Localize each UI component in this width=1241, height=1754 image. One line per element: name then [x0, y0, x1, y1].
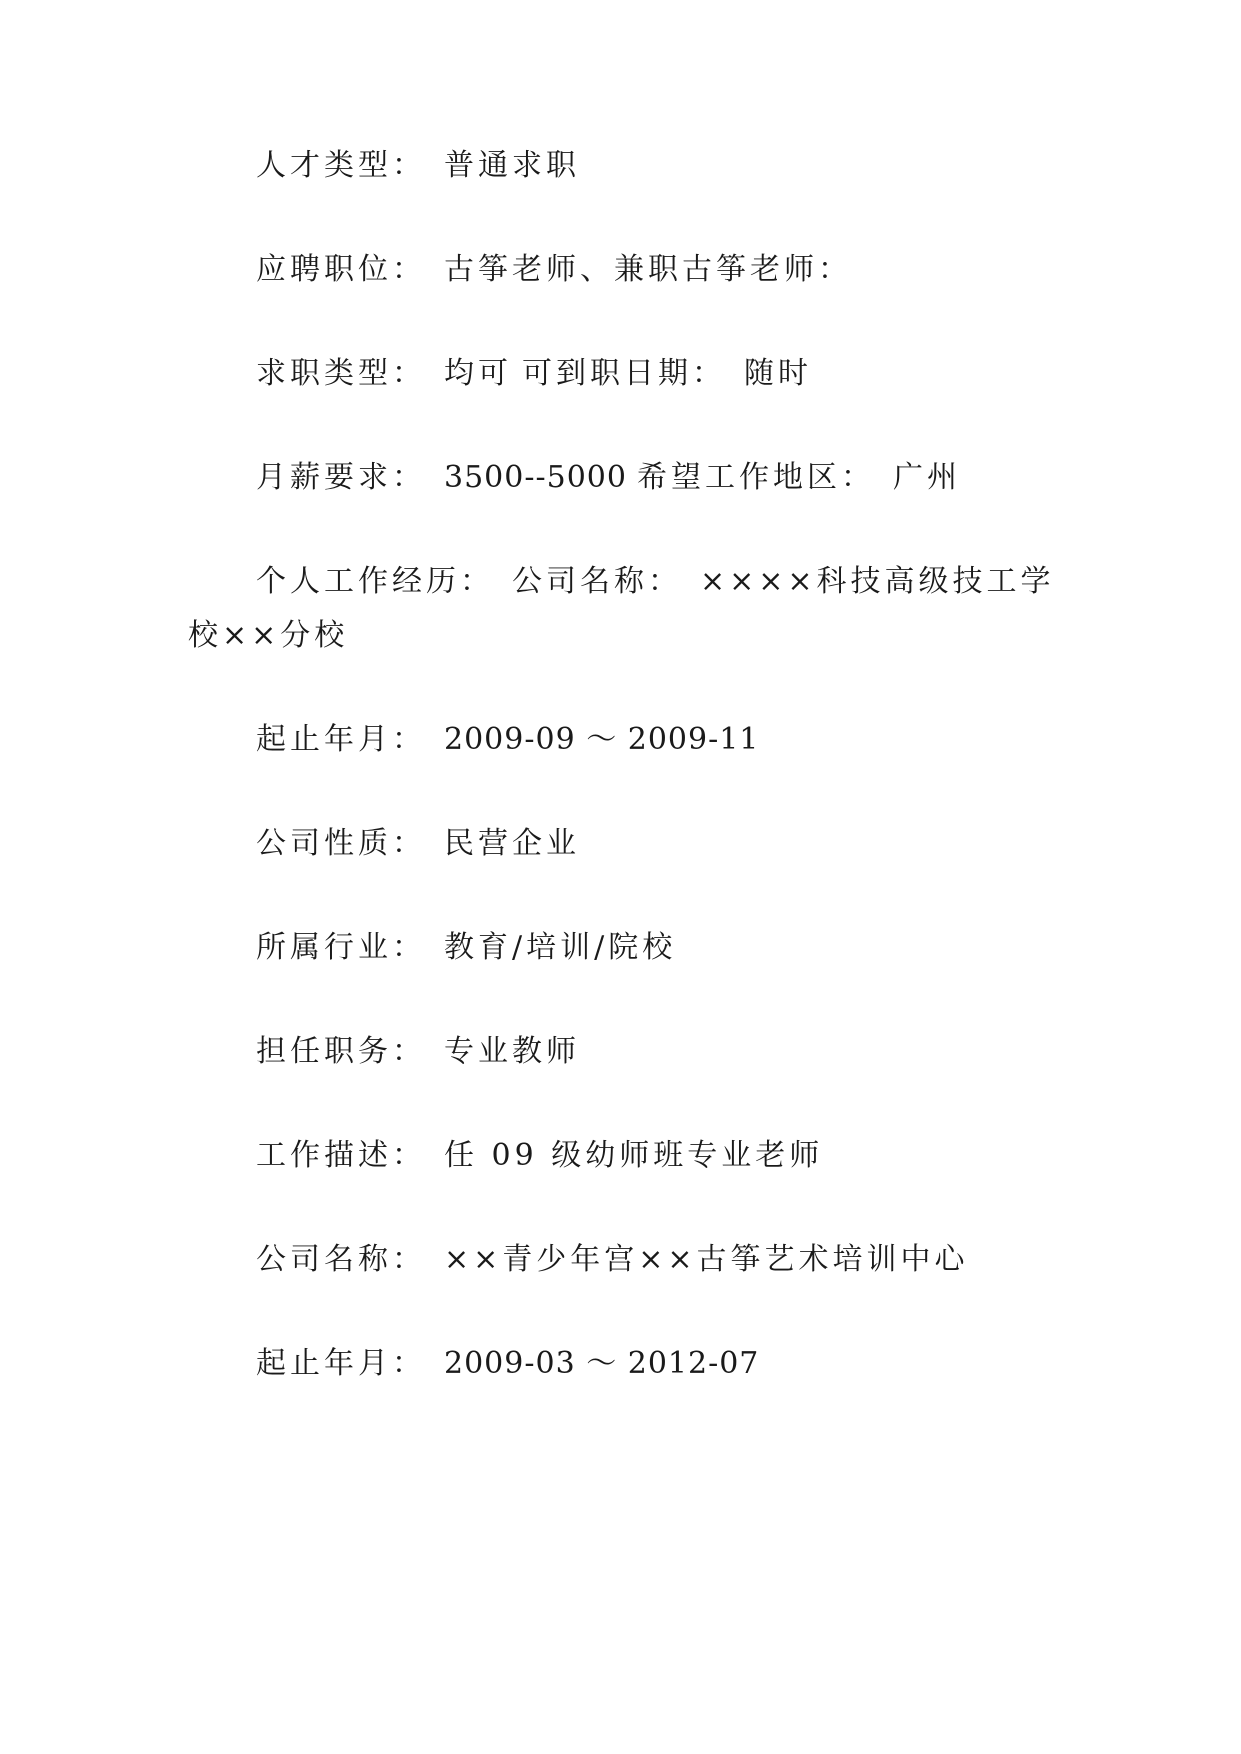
field-value-company: ××××科技高级技工学	[700, 564, 1055, 599]
field-value: 普通求职	[444, 148, 580, 183]
field-period-1	[256, 720, 759, 760]
field-label: 公司性质：	[256, 826, 426, 861]
field-job-title	[256, 1032, 580, 1072]
field-job-description	[256, 1136, 823, 1176]
field-label: 起止年月：	[256, 722, 426, 757]
field-value: 2009-03 ～ 2012-07	[444, 1346, 760, 1381]
field-value: 教育/培训/院校	[444, 930, 677, 965]
field-label-region: 希望工作地区：	[636, 460, 875, 495]
field-value: 专业教师	[444, 1034, 580, 1069]
field-value-continuation: 校××分校	[188, 618, 349, 653]
field-value: 古筝老师、兼职古筝老师：	[444, 252, 852, 287]
field-salary	[256, 458, 961, 498]
field-label-start-date: 可到职日期：	[522, 356, 726, 391]
field-value-region: 广州	[892, 460, 961, 495]
field-value: 3500--5000	[444, 460, 627, 495]
field-company-nature	[256, 824, 580, 864]
field-period-2	[256, 1344, 759, 1384]
field-label: 担任职务：	[256, 1034, 426, 1069]
field-label: 所属行业：	[256, 930, 426, 965]
field-work-history	[256, 562, 1055, 602]
field-label: 求职类型：	[256, 356, 426, 391]
field-label: 人才类型：	[256, 148, 426, 183]
field-label: 个人工作经历：	[256, 564, 494, 599]
field-label: 起止年月：	[256, 1346, 426, 1381]
field-label: 应聘职位：	[256, 252, 426, 287]
field-value-start-date: 随时	[744, 356, 812, 391]
field-position-applied	[256, 250, 852, 290]
field-value: 任 09 级幼师班专业老师	[444, 1138, 824, 1173]
field-industry	[256, 928, 676, 968]
field-value: 民营企业	[444, 826, 580, 861]
field-job-type	[256, 354, 812, 394]
field-company-name-2	[256, 1240, 969, 1280]
field-talent-type	[256, 146, 580, 186]
field-label-company: 公司名称：	[512, 564, 682, 599]
field-work-history-continuation	[188, 616, 348, 656]
field-label: 公司名称：	[256, 1242, 426, 1277]
field-label: 工作描述：	[256, 1138, 426, 1173]
field-value: 2009-09 ～ 2009-11	[444, 722, 760, 757]
field-value: ××青少年宫××古筝艺术培训中心	[444, 1242, 969, 1277]
field-label: 月薪要求：	[256, 460, 426, 495]
field-value: 均可	[444, 356, 512, 391]
